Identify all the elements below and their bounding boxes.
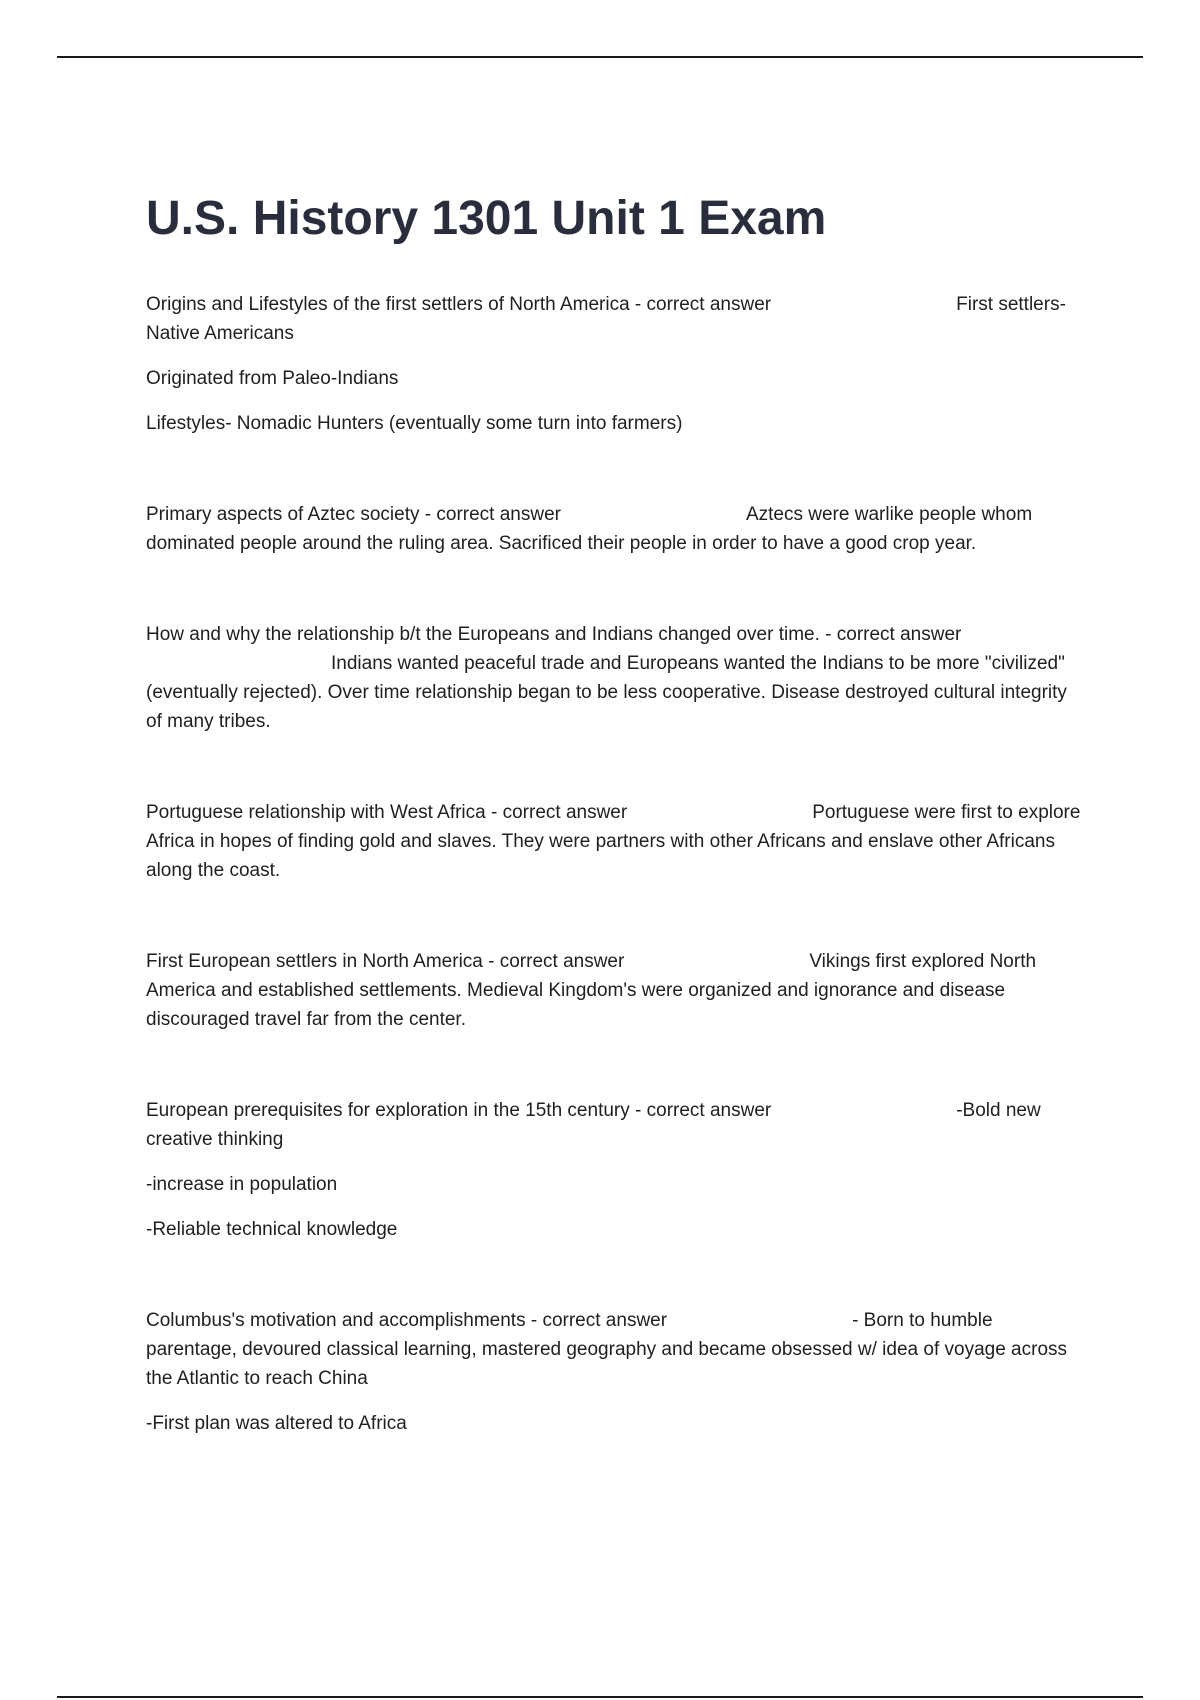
answer-extra: Lifestyles- Nomadic Hunters (eventually some turn into farmers) — [146, 413, 683, 434]
document-title: U.S. History 1301 Unit 1 Exam — [146, 192, 827, 245]
bottom-rule — [57, 1696, 1143, 1698]
answer-text: Vikings first explored North America and established settlements. Medieval Kingdom's were organized and ignorance and disease discouraged travel far from the center. — [146, 951, 1037, 1030]
answer-extra: -Reliable technical knowledge — [146, 1219, 398, 1240]
qa-main — [146, 798, 1086, 885]
question-text: Columbus's motivation and accomplishments - correct answer — [146, 1310, 668, 1331]
qa-item — [146, 1096, 1086, 1244]
qa-item — [146, 1306, 1086, 1438]
qa-item — [146, 500, 1086, 558]
qa-main — [146, 290, 1086, 348]
answer-extra: Originated from Paleo-Indians — [146, 368, 399, 389]
answer-text: Indians wanted peaceful trade and Europeans wanted the Indians to be more "civilized" (eventually rejected). Over time relationship began to be less cooperative. Disease destroyed cultural integrity of many tribes. — [146, 653, 1067, 732]
answer-text: -Bold new creative thinking — [146, 1100, 1041, 1150]
question-text: Portuguese relationship with West Africa - correct answer — [146, 802, 628, 823]
answer-text: First settlers- Native Americans — [146, 294, 1066, 344]
qa-item — [146, 947, 1086, 1034]
answer-text: Aztecs were warlike people whom dominated people around the ruling area. Sacrificed their people in order to have a good crop year. — [146, 504, 1033, 554]
qa-main — [146, 947, 1086, 1034]
question-text: First European settlers in North America - correct answer — [146, 951, 625, 972]
top-rule — [57, 56, 1143, 58]
qa-main — [146, 620, 1086, 736]
question-text: Origins and Lifestyles of the first settlers of North America - correct answer — [146, 294, 772, 315]
document-body — [146, 190, 1086, 1500]
qa-item — [146, 290, 1086, 438]
question-text: Primary aspects of Aztec society - correct answer — [146, 504, 561, 525]
answer-extra: -First plan was altered to Africa — [146, 1413, 407, 1434]
qa-item — [146, 798, 1086, 885]
answer-text: - Born to humble parentage, devoured classical learning, mastered geography and became obsessed w/ idea of voyage across the Atlantic to reach China — [146, 1310, 1068, 1389]
question-text: How and why the relationship b/t the Europeans and Indians changed over time. - correct answer — [146, 624, 962, 645]
qa-main — [146, 1306, 1086, 1393]
qa-main — [146, 500, 1086, 558]
answer-extra: -increase in population — [146, 1174, 338, 1195]
qa-item — [146, 620, 1086, 736]
question-text: European prerequisites for exploration in the 15th century - correct answer — [146, 1100, 772, 1121]
answer-text: Portuguese were first to explore Africa in hopes of finding gold and slaves. They were partners with other Africans and enslave other Africans along the coast. — [146, 802, 1081, 881]
qa-main — [146, 1096, 1086, 1154]
